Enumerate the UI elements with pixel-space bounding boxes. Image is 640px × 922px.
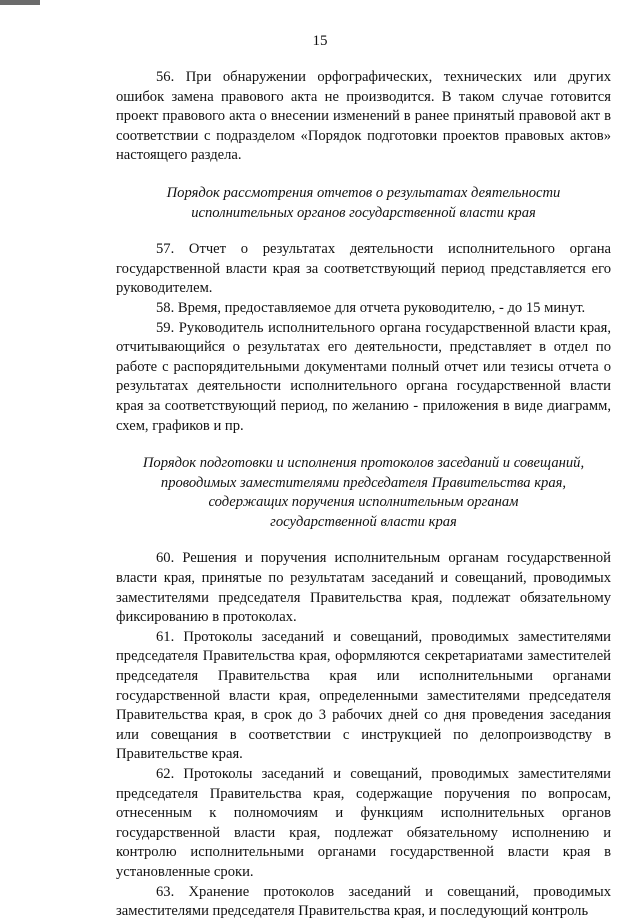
paragraph-60: 60. Решения и поручения исполнительным органам государственной власти края, принятые по результатам заседаний и совещаний, проводимых заместителями председателя Правительства края, подлежат обязательному фиксированию в протоколах. (116, 550, 611, 626)
section-heading-protocols (116, 454, 611, 532)
heading-line: исполнительных органов государственной власти края (191, 204, 536, 221)
heading-line: содержащих поручения исполнительным органам (208, 494, 519, 511)
scan-corner-mark (0, 0, 40, 5)
section-heading-reports (116, 184, 611, 223)
paragraph-58: 58. Время, предоставляемое для отчета руководителю, - до 15 минут. (156, 299, 586, 316)
heading-line: Порядок рассмотрения отчетов о результатах деятельности (166, 184, 561, 201)
paragraph-61: 61. Протоколы заседаний и совещаний, проводимых заместителями председателя Правительства края, оформляются секретариатами заместителей председателя Правительства края или исполнительными органами государственной власти края, определенными заместителями председателя Правительства края, в срок до 3 рабочих дней со дня проведения заседания или совещания в соответствии с инструкцией по делопроизводству в Правительстве края. (116, 628, 611, 763)
heading-line: Порядок подготовки и исполнения протоколов заседаний и совещаний, (142, 455, 585, 472)
paragraph-63: 63. Хранение протоколов заседаний и совещаний, проводимых заместителями председателя Правительства края, и последующий контроль (116, 883, 611, 920)
heading-line: государственной власти края (270, 513, 457, 530)
document-body (116, 68, 611, 922)
paragraph-56: 56. При обнаружении орфографических, технических или других ошибок замена правового акта не производится. В таком случае готовится проект правового акта о внесении изменений в ранее принятый правовой акт в соответствии с подразделом «Порядок подготовки проектов правовых актов» настоящего раздела. (116, 69, 611, 164)
paragraph-62: 62. Протоколы заседаний и совещаний, проводимых заместителями председателя Правительства края, содержащие поручения по вопросам, отнесенным к полномочиям и функциям исполнительных органов государственной власти края, подлежат обязательному исполнению и контролю исполнительными органами государственной власти края в установленные сроки. (116, 766, 611, 880)
paragraph-59: 59. Руководитель исполнительного органа государственной власти края, отчитывающийся о результатах его деятельности, представляет в отдел по работе с распорядительными документами полный отчет или тезисы отчета о результатах деятельности исполнительного органа государственной власти края за соответствующий период, по желанию - приложения в виде диаграмм, схем, графиков и пр. (116, 319, 611, 434)
page-number: 15 (312, 33, 328, 49)
heading-line: проводимых заместителями председателя Правительства края, (160, 474, 567, 491)
paragraph-57: 57. Отчет о результатах деятельности исполнительного органа государственной власти края за соответствующий период представляется его руководителем. (116, 241, 611, 297)
